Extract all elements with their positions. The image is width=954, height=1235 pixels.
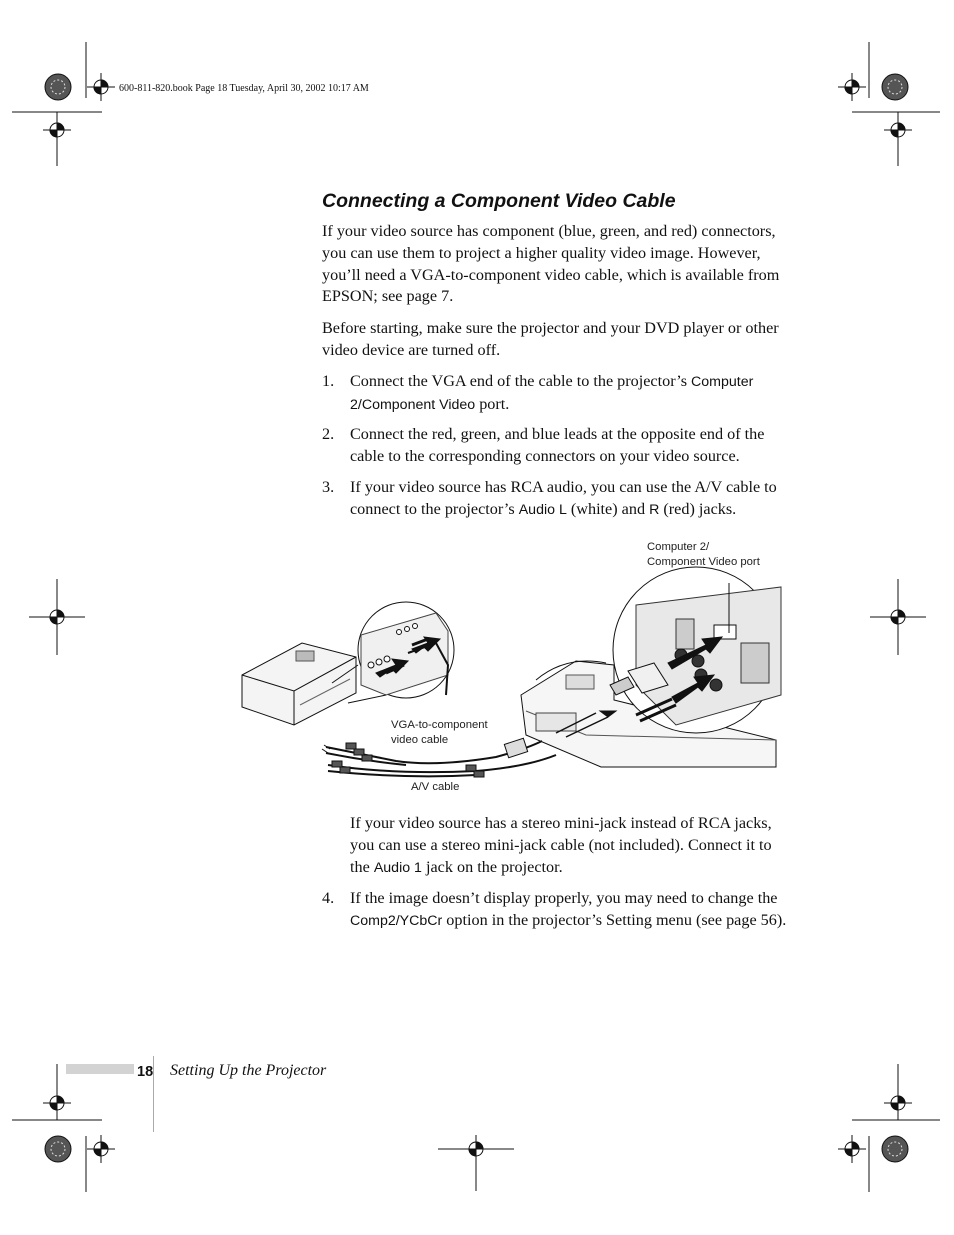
step-number: 4. [322, 889, 335, 907]
jack-name: R [649, 501, 660, 518]
callout-vga-cable [391, 718, 488, 748]
step-number: 1. [322, 372, 335, 390]
step-text: If your video source has RCA audio, you can use the A/V cable to connect to the projector’s [350, 478, 777, 518]
callout-text: Computer 2/ [647, 541, 710, 553]
running-footer-title: Setting Up the Projector [170, 1062, 327, 1079]
step-number: 3. [322, 478, 335, 496]
callout-port [647, 540, 760, 570]
callout-text: VGA-to-component [391, 719, 488, 731]
jack-name: Audio L [518, 501, 567, 518]
step-number: 2. [322, 425, 335, 443]
port-name: Computer 2/Component Video [350, 374, 754, 413]
footer-divider [153, 1056, 154, 1132]
step-text: (white) and [566, 499, 650, 518]
step-text: If the image doesn’t display properly, you may need to change the [350, 889, 778, 907]
footer-bar [66, 1064, 134, 1074]
note-text: If your video source has a stereo mini-jack instead of RCA jacks, you can use a stereo mini-jack cable (not included). Connect it to the [350, 814, 772, 876]
step-text: port. [475, 394, 510, 413]
callout-av-cable: A/V cable [411, 781, 460, 793]
step-text: option in the projector’s Setting menu (see page 56). [442, 910, 787, 929]
intro-paragraph-2: Before starting, make sure the projector and your DVD player or other video device are turned off. [322, 319, 779, 359]
page-number: 18 [137, 1064, 154, 1080]
callout-text: Component Video port [647, 556, 760, 568]
printer-slug-line: 600-811-820.book Page 18 Tuesday, April 30, 2002 10:17 AM [119, 83, 369, 94]
step-text: Connect the VGA end of the cable to the projector’s [350, 372, 692, 390]
jack-name: Audio 1 [373, 859, 422, 876]
mini-jack-note [350, 813, 792, 879]
step-text: (red) jacks. [659, 499, 737, 518]
intro-paragraph-1: If your video source has component (blue, green, and red) connectors, you can use them to project a higher quality video image. However, you’ll need a VGA-to-component video cable, which is available from EPSON; see page 7. [322, 222, 780, 306]
section-heading: Connecting a Component Video Cable [322, 190, 676, 212]
option-name: Comp2/YCbCr [350, 912, 443, 929]
connection-illustration [236, 535, 796, 805]
step-text: Connect the red, green, and blue leads at the opposite end of the cable to the corresponding connectors on your video source. [350, 425, 765, 465]
callout-text: video cable [391, 734, 449, 746]
note-text: jack on the projector. [421, 857, 563, 876]
